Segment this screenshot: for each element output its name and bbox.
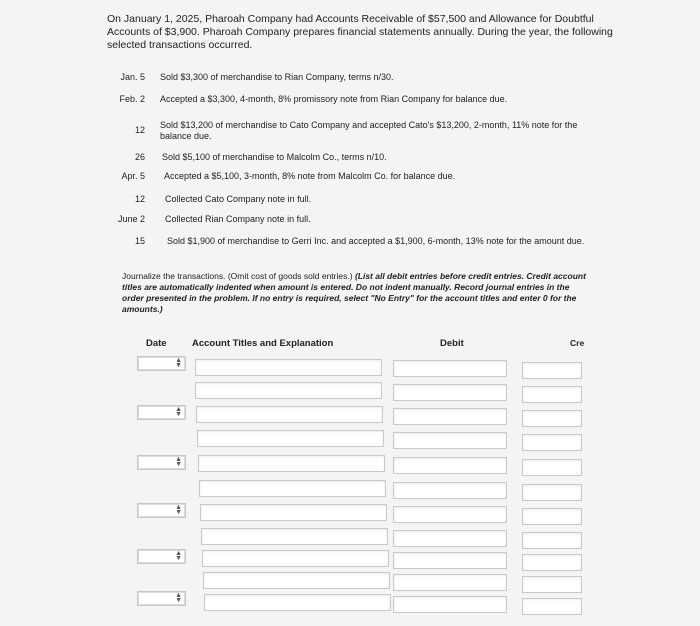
transaction-date: Feb. 2 (119, 94, 145, 104)
updown-arrow-icon: ▲ ▼ (175, 504, 182, 516)
credit-amount-field[interactable] (522, 508, 582, 525)
date-column-header: Date (146, 338, 167, 349)
account-title-field[interactable] (200, 504, 387, 521)
entry-date-select[interactable] (137, 503, 186, 518)
debit-amount-field[interactable] (393, 596, 507, 613)
account-title-field[interactable] (204, 594, 391, 611)
credit-amount-field[interactable] (522, 532, 582, 549)
updown-arrow-icon: ▲ ▼ (175, 357, 182, 369)
transaction-date: June 2 (117, 214, 145, 224)
credit-amount-field[interactable] (522, 598, 582, 615)
updown-arrow-icon: ▲ ▼ (175, 406, 182, 418)
transaction-date: Jan. 5 (120, 72, 145, 82)
transaction-date: 26 (134, 152, 145, 162)
debit-amount-field[interactable] (393, 482, 507, 499)
transaction-text: Sold $1,900 of merchandise to Gerri Inc. and accepted a $1,900, 6-month, 13% note for the amount due. (167, 236, 585, 246)
problem-intro: On January 1, 2025, Pharoah Company had Accounts Receivable of $57,500 and Allowance for Doubtful Accounts of $3,900. Pharoah Company prepares financial statements annually. During the year, the following selected transactions occurred. (107, 13, 613, 51)
credit-amount-field[interactable] (522, 410, 582, 427)
account-title-field[interactable] (195, 359, 382, 376)
transaction-date: 15 (134, 236, 145, 246)
debit-amount-field[interactable] (393, 432, 507, 449)
account-title-field[interactable] (203, 572, 390, 589)
debit-amount-field[interactable] (393, 408, 507, 425)
updown-arrow-icon: ▲ ▼ (175, 550, 182, 562)
account-title-field[interactable] (196, 406, 383, 423)
debit-amount-field[interactable] (393, 530, 507, 547)
credit-amount-field[interactable] (522, 554, 582, 571)
updown-arrow-icon: ▲ ▼ (175, 456, 182, 468)
account-title-field[interactable] (201, 528, 388, 545)
account-title-field[interactable] (195, 382, 382, 399)
credit-amount-field[interactable] (522, 386, 582, 403)
transaction-date: 12 (134, 125, 145, 135)
instructions (122, 271, 592, 315)
account-title-field[interactable] (202, 550, 389, 567)
transaction-text: Sold $5,100 of merchandise to Malcolm Co., terms n/10. (162, 152, 387, 162)
entry-date-select[interactable] (137, 405, 186, 420)
entry-date-select[interactable] (137, 356, 186, 371)
transaction-text: Collected Rian Company note in full. (165, 214, 311, 224)
transaction-text: Accepted a $3,300, 4-month, 8% promissory note from Rian Company for balance due. (160, 94, 508, 104)
transaction-text: Collected Cato Company note in full. (165, 194, 312, 204)
entry-date-select[interactable] (137, 455, 186, 470)
account-column-header: Account Titles and Explanation (192, 338, 334, 349)
transaction-text: Accepted a $5,100, 3-month, 8% note from Malcolm Co. for balance due. (164, 171, 456, 181)
debit-amount-field[interactable] (393, 574, 507, 591)
debit-amount-field[interactable] (393, 552, 507, 569)
debit-amount-field[interactable] (393, 360, 507, 377)
debit-amount-field[interactable] (393, 384, 507, 401)
account-title-field[interactable] (199, 480, 386, 497)
instructions-lead: Journalize the transactions. (Omit cost of goods sold entries.) (122, 271, 353, 281)
account-title-field[interactable] (198, 455, 385, 472)
credit-amount-field[interactable] (522, 362, 582, 379)
transaction-text: Sold $3,300 of merchandise to Rian Company, terms n/30. (160, 72, 394, 82)
transaction-text: Sold $13,200 of merchandise to Cato Company and accepted Cato's $13,200, 2-month, 11% note for the balance due. (160, 120, 578, 141)
updown-arrow-icon: ▲ ▼ (175, 592, 182, 604)
credit-amount-field[interactable] (522, 459, 582, 476)
account-title-field[interactable] (197, 430, 384, 447)
debit-amount-field[interactable] (393, 506, 507, 523)
transaction-date: 12 (134, 194, 145, 204)
debit-column-header: Debit (440, 338, 464, 349)
debit-amount-field[interactable] (393, 457, 507, 474)
entry-date-select[interactable] (137, 591, 186, 606)
transaction-date: Apr. 5 (121, 171, 145, 181)
credit-amount-field[interactable] (522, 434, 582, 451)
entry-date-select[interactable] (137, 549, 186, 564)
credit-amount-field[interactable] (522, 576, 582, 593)
credit-amount-field[interactable] (522, 484, 582, 501)
instructions-emphasis: (List all debit entries before credit entries. Credit account titles are automatically indented when amount is entered. Do not indent manually. Record journal entries in the order presented in the problem. If no entry is required, select "No Entry" for the account titles and enter 0 for the amounts.) (122, 271, 586, 314)
credit-column-header: Cre (570, 338, 585, 348)
